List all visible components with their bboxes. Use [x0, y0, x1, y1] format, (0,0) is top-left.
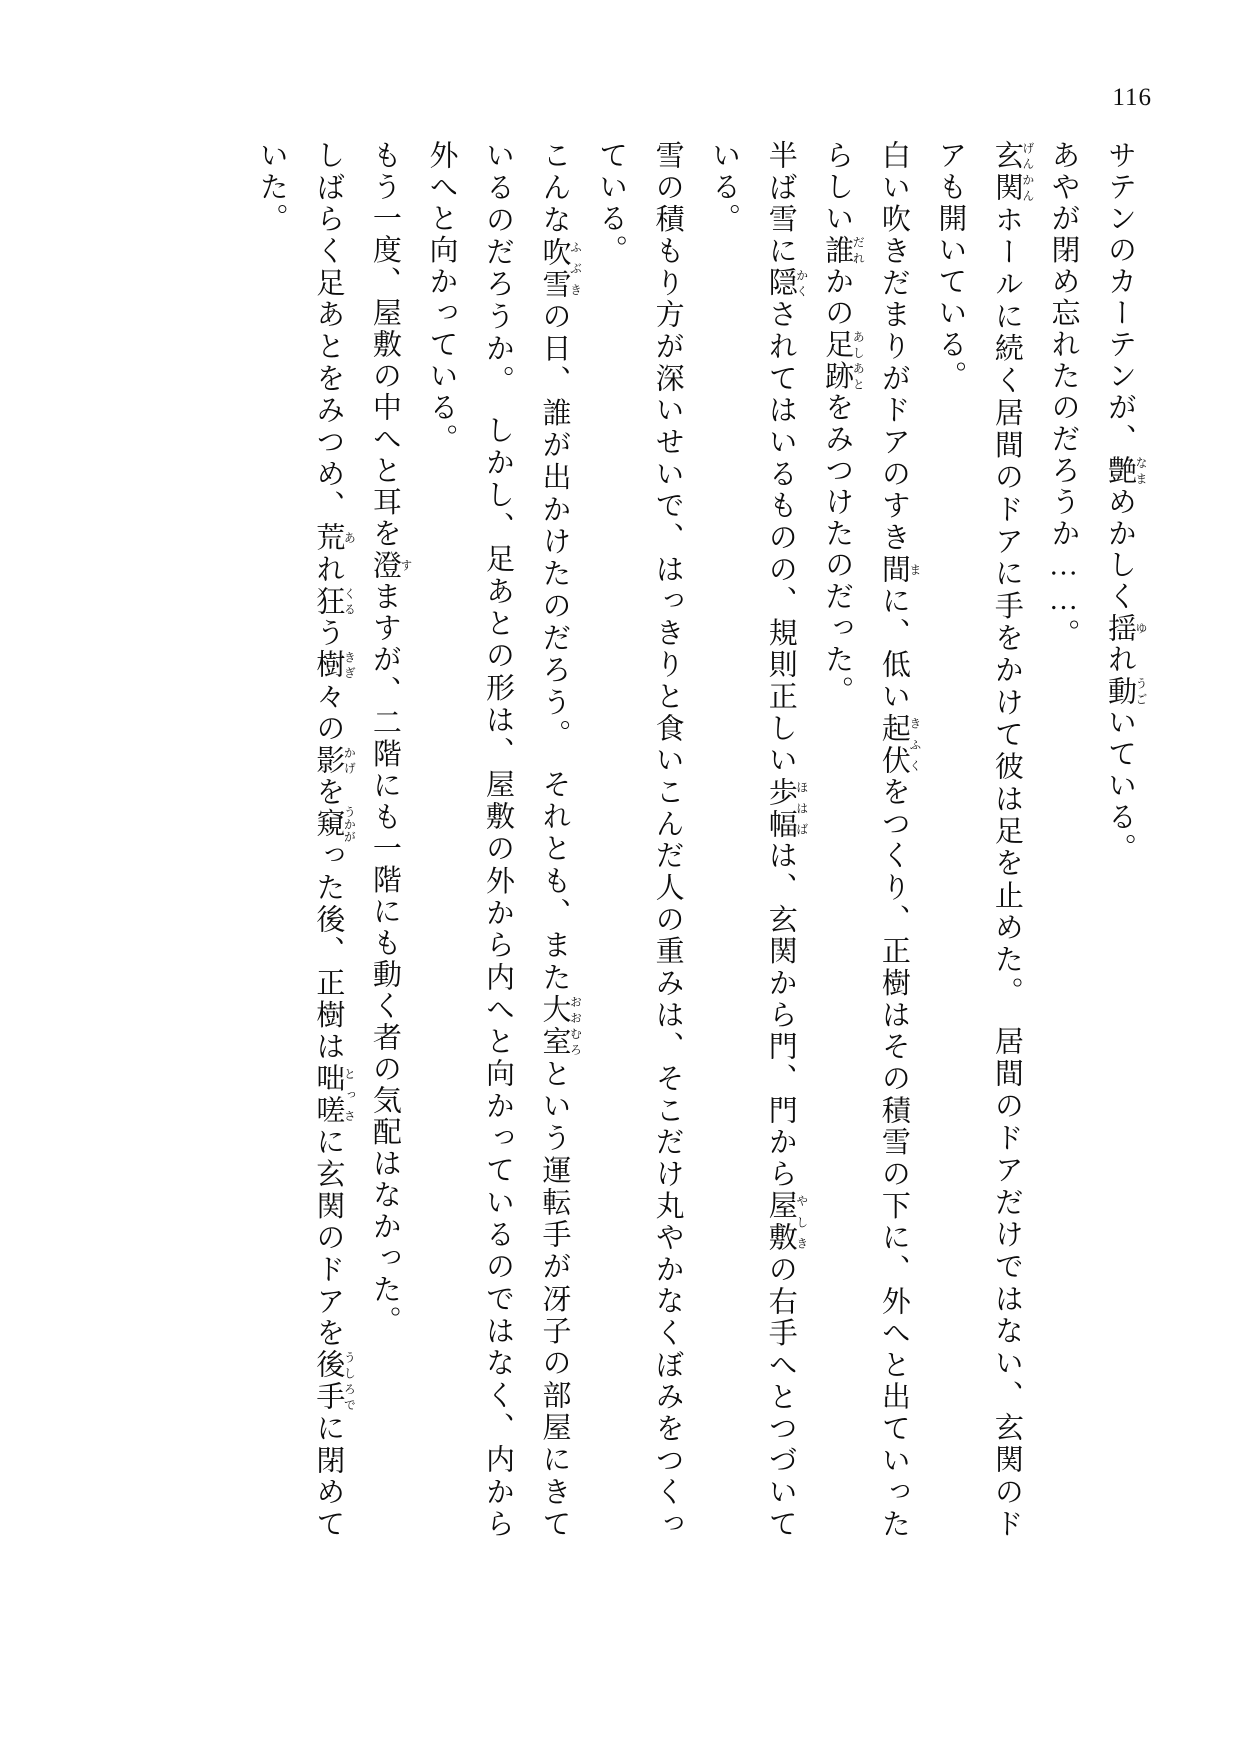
ruby-text: 玄関げんかん — [990, 140, 1035, 205]
ruby-text: 足跡あしあと — [821, 329, 866, 392]
paragraph: あやが閉め忘れたのだろうか……。 — [1047, 140, 1080, 650]
paragraph: 玄関げんかんホールに続く居間のドアに手をかけて彼は足を止めた。 居間のドアだけではない、玄関のドアも開いている。 — [934, 140, 1035, 1541]
ruby-text: 動うご — [1104, 675, 1148, 707]
paragraph: もう一度、屋敷の中へと耳を澄すますが、二階にも一階にも動く者の気配はなかった。 — [368, 140, 413, 1337]
paragraph: 半ば雪に隠かくされてはいるものの、規則正しい歩幅ほはばは、玄関から門、門から屋敷やしきの右手へとつづいている。 — [708, 140, 809, 1541]
ruby-text: 樹きぎ — [312, 649, 357, 682]
ruby-text: 隠かく — [764, 267, 809, 300]
ruby-text: 艶なま — [1104, 455, 1148, 487]
paragraph: こんな吹雪ふぶきの日、誰が出かけたのだろう。 それとも、また大室おおむろという運転手が冴子の部屋にきているのだろうか。 しかし、足あとの形は、屋敷の外から内へと向かっているのではなく、内から外へと向かっている。 — [425, 140, 583, 1541]
ruby-text: 大室おおむろ — [538, 993, 583, 1059]
ruby-text: 咄嗟とっさ — [312, 1062, 357, 1127]
ruby-text: 澄す — [368, 549, 413, 581]
paragraph: 雪の積もり方が深いせいで、はっきりと食いこんだ人の重みは、そこだけ丸やかなくぼみをつくっている。 — [595, 140, 684, 1540]
ruby-text: 狂くる — [312, 585, 357, 618]
ruby-text: 誰だれ — [821, 234, 866, 266]
ruby-text: 後うし — [312, 1349, 357, 1382]
ruby-text: 起伏きふく — [877, 712, 922, 777]
page-number: 116 — [1112, 84, 1152, 111]
paragraph: しばらく足あとをみつめ、荒あれ狂くるう樹きぎ々の影かげを窺うかがった後、正樹は咄嗟とっさに玄関のドアを後うし手ろでに閉めていた。 — [255, 140, 357, 1541]
paragraph: サテンのカーテンが、艶なまめかしく揺ゆれ動うごいている。 — [1104, 140, 1148, 865]
ruby-text: 歩幅ほはば — [764, 776, 809, 841]
ruby-text: 間ま — [877, 553, 922, 586]
ruby-text: 手ろで — [312, 1381, 357, 1414]
ruby-text: 揺ゆ — [1104, 612, 1148, 644]
paragraph: 白い吹きだまりがドアのすき間まに、低い起伏きふくをつくり、正樹はその積雪の下に、外へと出ていったらしい誰だれかの足跡あしあとをみつけたのだった。 — [821, 140, 922, 1541]
ruby-text: 窺うかが — [312, 805, 357, 843]
body-text — [110, 140, 1148, 1540]
ruby-text: 荒あ — [312, 521, 357, 554]
ruby-text: 吹雪ふぶき — [538, 236, 583, 301]
ruby-text: 影かげ — [312, 744, 357, 777]
ruby-text: 屋敷やしき — [764, 1190, 809, 1254]
